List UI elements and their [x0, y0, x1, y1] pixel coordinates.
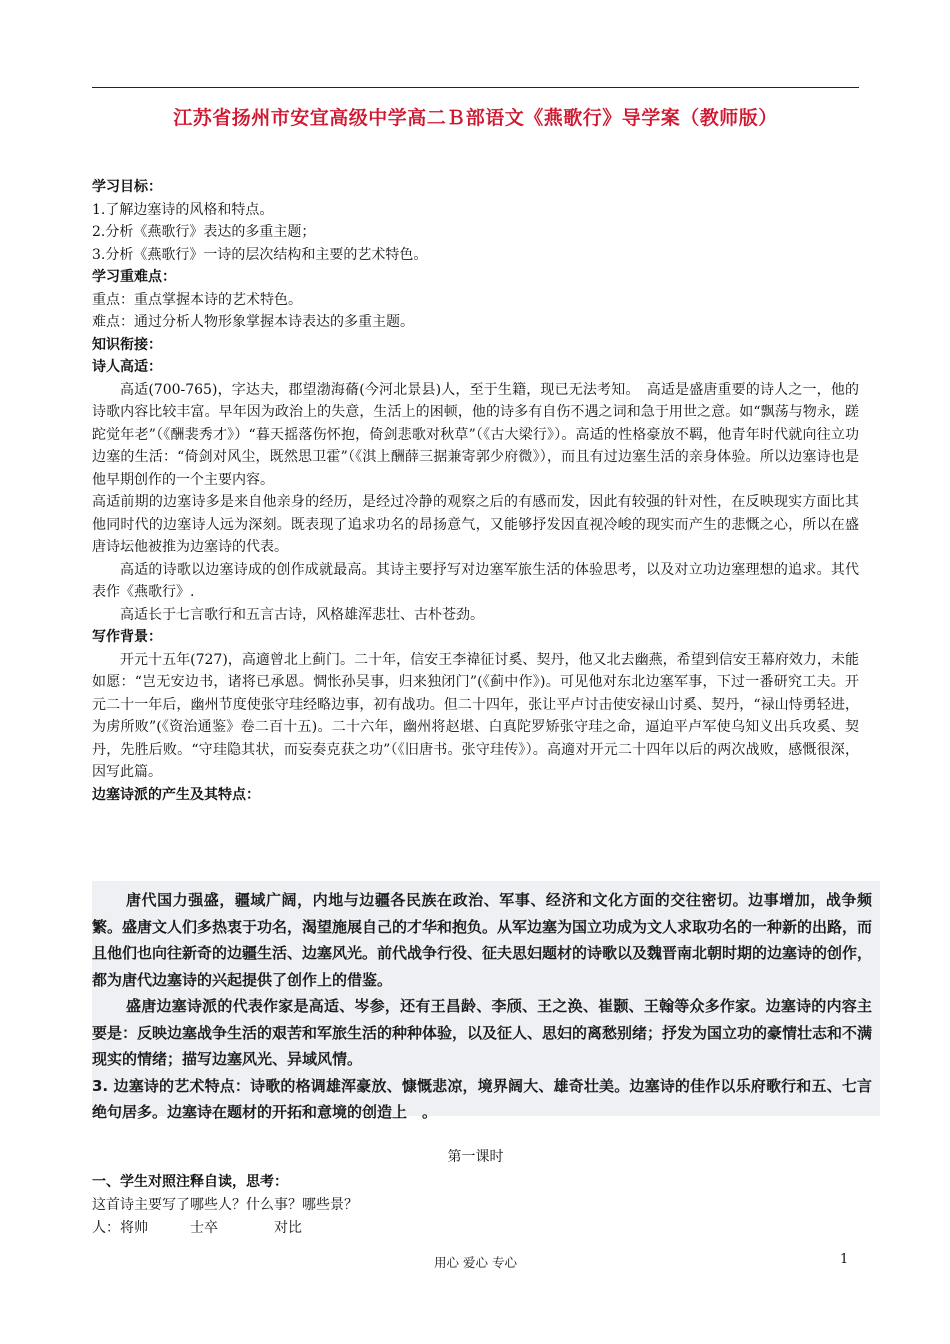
lesson-question-heading: 一、学生对照注释自读，思考： [92, 1174, 288, 1190]
objective-item: 1.了解边塞诗的风格和特点。 [92, 201, 274, 218]
box-paragraph: 唐代国力强盛，疆域广阔，内地与边疆各民族在政治、军事、经济和文化方面的交往密切。边事增加，战争频繁。盛唐文人们多热衷于功名，渴望施展自己的才华和抱负。从军边塞为国立功成为文人求取功名的一种新的出路，而且他们也向往新奇的边疆生活、边塞风光。前代战争行役、征夫思妇题材的诗歌以及魏晋南北朝时期的边塞诗的创作，都为唐代边塞诗的兴起提供了创作上的借鉴。 [92, 891, 873, 989]
page-number: 1 [840, 1252, 849, 1267]
background-heading: 写作背景： [92, 629, 162, 645]
poet-paragraph: 高适前期的边塞诗多是来自他亲身的经历，是经过冷静的观察之后的有感而发，因此有较强的针对性，在反映现实方面比其他同时代的边塞诗人远为深刻。既表现了追求功名的昂扬意气，又能够抒发因直视冷峻的现实而产生的悲慨之心，所以在盛唐诗坛他被推为边塞诗的代表。 [92, 494, 859, 555]
keypoints-heading: 学习重难点： [92, 269, 176, 285]
objectives-heading: 学习目标： [92, 179, 162, 195]
keypoint-item: 难点：通过分析人物形象掌握本诗表达的多重主题。 [92, 314, 414, 330]
main-content [92, 176, 859, 806]
objective-item: 3.分析《燕歌行》一诗的层次结构和主要的艺术特色。 [92, 246, 428, 263]
school-heading: 边塞诗派的产生及其特点： [92, 786, 260, 803]
box-paragraph: 3. 边塞诗的艺术特点：诗歌的格调雄浑豪放、慷慨悲凉，境界阔大、雄奇壮美。边塞诗的佳作以乐府歌行和五、七言绝句居多。边塞诗在题材的开拓和意境的创造上 。 [92, 1076, 872, 1121]
knowledge-heading: 知识衔接： [92, 336, 162, 353]
poet-paragraph: 高适长于七言歌行和五言古诗，风格雄浑悲壮、古朴苍劲。 [120, 606, 484, 623]
objective-item: 2.分析《燕歌行》表达的多重主题； [92, 224, 316, 240]
frontier-poetry-box [92, 881, 880, 1121]
lesson-question: 这首诗主要写了哪些人？什么事？哪些景？ [92, 1197, 358, 1213]
background-paragraph: 开元十五年(727)，高適曾北上蓟门。二十年，信安王李禕征讨奚、契丹，他又北去幽燕，希望到信安王幕府效力，未能如愿：“岂无安边书，诸将已承恩。惆怅孙吴事，归来独闭门”(《蓟中作》)。可见他对东北边塞军事，下过一番研究工夫。开元二十一年后，幽州节度使张守珪经略边事，初有战功。但二十四年，张让平卢讨击使安禄山讨奚、契丹，“禄山恃勇轻进，为虏所败”(《资治通鉴》卷二百十五)。二十六年，幽州将赵堪、白真陀罗矫张守珪之命，逼迫平卢军使乌知义出兵攻奚、契丹，先胜后败。“守珪隐其状，而妄奏克获之功”（《旧唐书。张守珪传》）。高適对开元二十四年以后的两次战败，感慨很深，因写此篇。 [92, 651, 859, 780]
box-paragraph: 盛唐边塞诗派的代表作家是高适、岑参，还有王昌龄、李颀、王之涣、崔颢、王翰等众多作家。边塞诗的内容主要是：反映边塞战争生活的艰苦和军旅生活的种种体验，以及征人、思妇的离愁别绪；抒发为国立功的豪情壮志和不满现实的情绪；描写边塞风光、异域风情。 [92, 997, 873, 1068]
lesson-content [92, 1171, 859, 1240]
poet-paragraph: 高适的诗歌以边塞诗成的创作成就最高。其诗主要抒写对边塞军旅生活的体验思考，以及对立功边塞理想的追求。其代表作《燕歌行》. [92, 561, 859, 600]
document-title: 江苏省扬州市安宜高级中学高二Ｂ部语文《燕歌行》导学案（教师版） [173, 107, 778, 129]
header-rule [92, 87, 859, 88]
keypoint-item: 重点：重点掌握本诗的艺术特色。 [92, 291, 302, 308]
page-footer: 用心 爱心 专心 [434, 1255, 517, 1270]
poet-paragraph: 高适(700-765)，字达夫，郡望渤海蓨(今河北景县)人，至于生籍，现已无法考知。 高适是盛唐重要的诗人之一，他的诗歌内容比较丰富。早年因为政治上的失意，生活上的困顿，他的诗多有自伤不遇之词和急于用世之意。如“飘荡与物永，蹉跎觉年老”（《酬裴秀才》）“暮天摇落伤怀抱，倚剑悲歌对秋草”（《古大梁行》）。高适的性格豪放不羁，他青年时代就向往立功边塞的生活：“倚剑对风尘，既然思卫霍”（《淇上酬薛三据兼寄郭少府微》），而且有过边塞生活的亲身体验。所以边塞诗也是他早期创作的一个主要内容。 [92, 381, 859, 488]
lesson-heading: 第一课时 [447, 1149, 504, 1165]
poet-heading: 诗人高适： [92, 359, 162, 375]
lesson-answer: 人：将帅 士卒 对比 [92, 1220, 302, 1236]
